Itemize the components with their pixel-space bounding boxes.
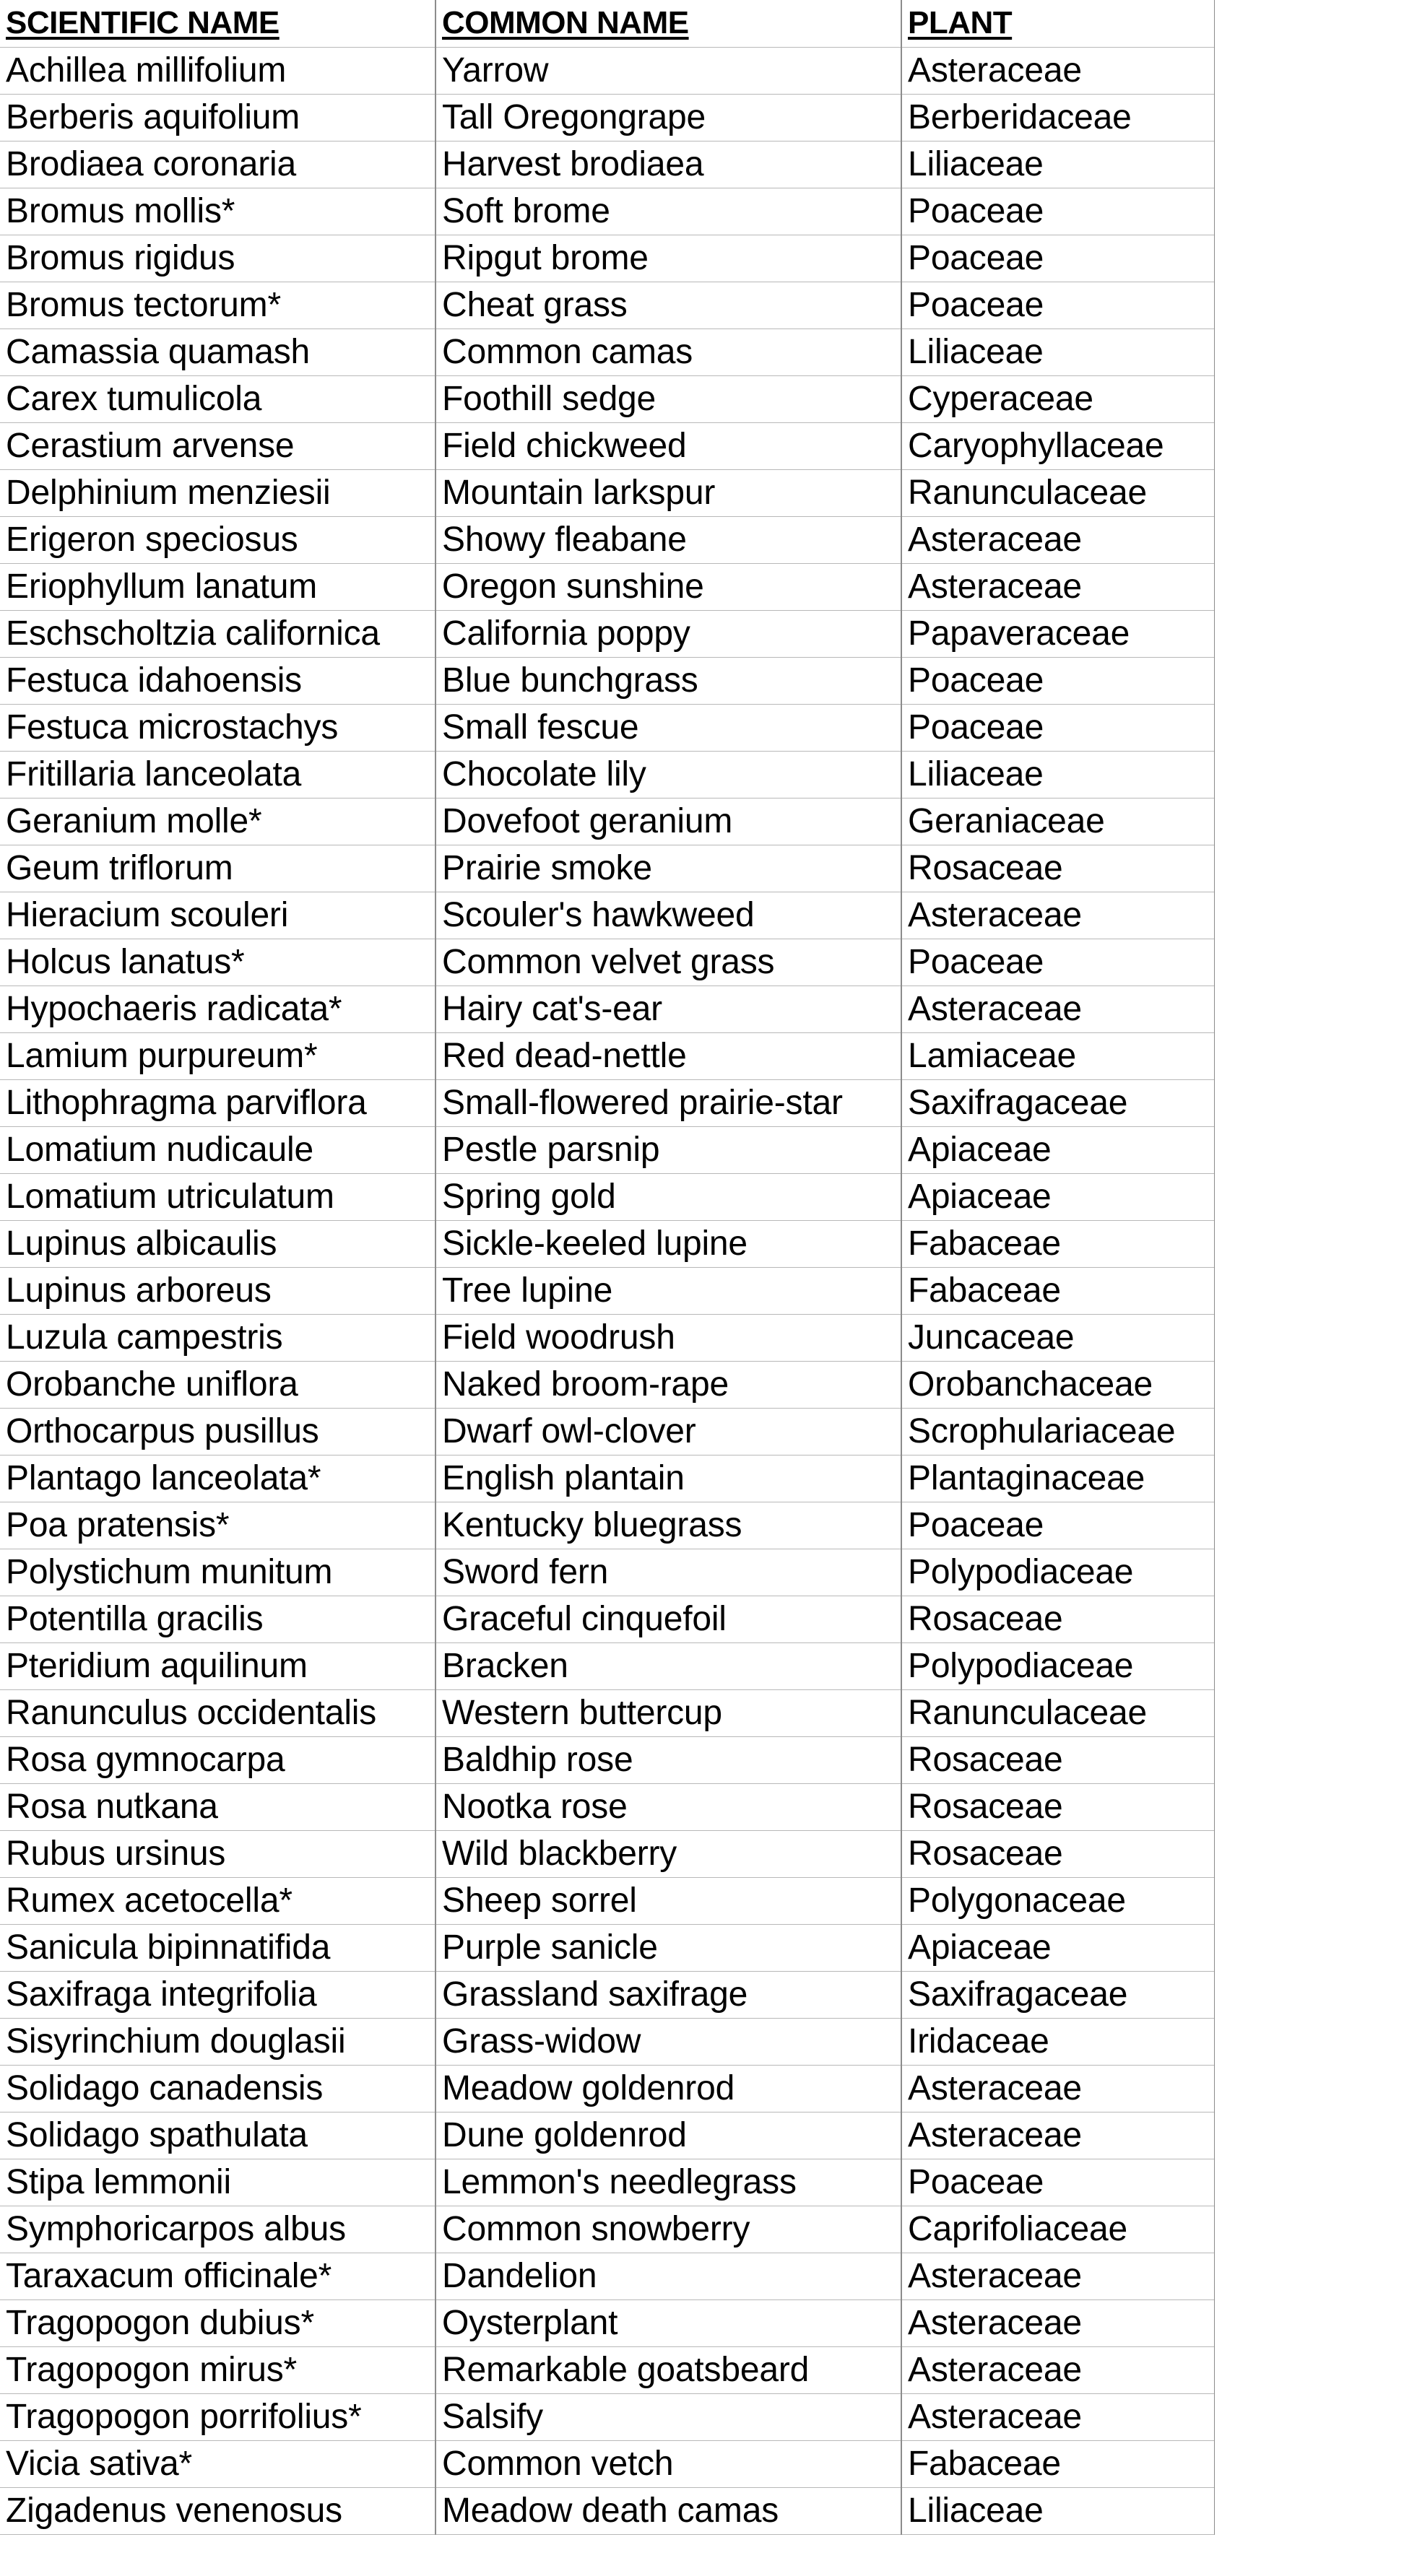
common-name-cell: Blue bunchgrass: [436, 657, 901, 704]
plant-family-cell: Rosaceae: [901, 845, 1215, 892]
scientific-name-cell: Lomatium utriculatum: [0, 1173, 436, 1220]
table-row: [0, 1736, 1215, 1783]
scientific-name-cell: Pteridium aquilinum: [0, 1642, 436, 1689]
scientific-name-cell: Geum triflorum: [0, 845, 436, 892]
common-name-cell: Small-flowered prairie-star: [436, 1079, 901, 1126]
scientific-name-cell: Ranunculus occidentalis: [0, 1689, 436, 1736]
common-name-cell: Sword fern: [436, 1549, 901, 1596]
table-row: [0, 845, 1215, 892]
scientific-name-cell: Rumex acetocella*: [0, 1877, 436, 1924]
common-name-cell: Oregon sunshine: [436, 563, 901, 610]
common-name-cell: Common camas: [436, 328, 901, 375]
table-row: [0, 2346, 1215, 2393]
table-row: [0, 2159, 1215, 2206]
scientific-name-cell: Zigadenus venenosus: [0, 2487, 436, 2534]
header-row: [0, 0, 1215, 47]
table-row: [0, 235, 1215, 282]
table-row: [0, 892, 1215, 939]
table-row: [0, 1032, 1215, 1079]
scientific-name-cell: Sanicula bipinnatifida: [0, 1924, 436, 1971]
plant-family-cell: Fabaceae: [901, 1267, 1215, 1314]
table-row: [0, 2065, 1215, 2112]
common-name-cell: Grass-widow: [436, 2018, 901, 2065]
plant-family-cell: Caryophyllaceae: [901, 422, 1215, 469]
scientific-name-cell: Solidago canadensis: [0, 2065, 436, 2112]
plant-family-cell: Asteraceae: [901, 985, 1215, 1032]
plant-family-cell: Orobanchaceae: [901, 1361, 1215, 1408]
table-row: [0, 1971, 1215, 2018]
common-name-cell: Meadow goldenrod: [436, 2065, 901, 2112]
scientific-name-cell: Cerastium arvense: [0, 422, 436, 469]
scientific-name-cell: Sisyrinchium douglasii: [0, 2018, 436, 2065]
common-name-cell: Purple sanicle: [436, 1924, 901, 1971]
plant-family-cell: Ranunculaceae: [901, 1689, 1215, 1736]
scientific-name-cell: Eriophyllum lanatum: [0, 563, 436, 610]
common-name-cell: Hairy cat's-ear: [436, 985, 901, 1032]
scientific-name-cell: Luzula campestris: [0, 1314, 436, 1361]
table-row: [0, 1408, 1215, 1455]
table-row: [0, 2299, 1215, 2346]
common-name-cell: Mountain larkspur: [436, 469, 901, 516]
table-row: [0, 1830, 1215, 1877]
common-name-cell: Western buttercup: [436, 1689, 901, 1736]
scientific-name-cell: Tragopogon dubius*: [0, 2299, 436, 2346]
common-name-cell: Common velvet grass: [436, 939, 901, 985]
plant-family-cell: Asteraceae: [901, 47, 1215, 94]
plant-family-cell: Iridaceae: [901, 2018, 1215, 2065]
common-name-cell: Remarkable goatsbeard: [436, 2346, 901, 2393]
scientific-name-cell: Camassia quamash: [0, 328, 436, 375]
common-name-cell: Prairie smoke: [436, 845, 901, 892]
header-scientific-name: SCIENTIFIC NAME: [0, 0, 436, 47]
common-name-cell: Common vetch: [436, 2440, 901, 2487]
scientific-name-cell: Plantago lanceolata*: [0, 1455, 436, 1502]
table-row: [0, 328, 1215, 375]
common-name-cell: Bracken: [436, 1642, 901, 1689]
scientific-name-cell: Bromus rigidus: [0, 235, 436, 282]
table-row: [0, 141, 1215, 188]
table-row: [0, 2393, 1215, 2440]
common-name-cell: Ripgut brome: [436, 235, 901, 282]
table-row: [0, 798, 1215, 845]
plant-family-cell: Asteraceae: [901, 2253, 1215, 2299]
scientific-name-cell: Geranium molle*: [0, 798, 436, 845]
table-row: [0, 375, 1215, 422]
plant-family-cell: Apiaceae: [901, 1924, 1215, 1971]
table-row: [0, 47, 1215, 94]
common-name-cell: Salsify: [436, 2393, 901, 2440]
scientific-name-cell: Rubus ursinus: [0, 1830, 436, 1877]
scientific-name-cell: Symphoricarpos albus: [0, 2206, 436, 2253]
common-name-cell: Chocolate lily: [436, 751, 901, 798]
common-name-cell: Dandelion: [436, 2253, 901, 2299]
common-name-cell: Tall Oregongrape: [436, 94, 901, 141]
common-name-cell: Nootka rose: [436, 1783, 901, 1830]
plant-family-cell: Poaceae: [901, 1502, 1215, 1549]
scientific-name-cell: Orobanche uniflora: [0, 1361, 436, 1408]
scientific-name-cell: Lupinus albicaulis: [0, 1220, 436, 1267]
plant-family-cell: Poaceae: [901, 939, 1215, 985]
common-name-cell: Naked broom-rape: [436, 1361, 901, 1408]
plant-family-cell: Liliaceae: [901, 328, 1215, 375]
scientific-name-cell: Eschscholtzia californica: [0, 610, 436, 657]
common-name-cell: Oysterplant: [436, 2299, 901, 2346]
plant-family-cell: Rosaceae: [901, 1830, 1215, 1877]
scientific-name-cell: Poa pratensis*: [0, 1502, 436, 1549]
common-name-cell: Pestle parsnip: [436, 1126, 901, 1173]
plant-family-cell: Rosaceae: [901, 1783, 1215, 1830]
plant-family-cell: Apiaceae: [901, 1126, 1215, 1173]
plant-family-cell: Liliaceae: [901, 751, 1215, 798]
common-name-cell: Red dead-nettle: [436, 1032, 901, 1079]
common-name-cell: Small fescue: [436, 704, 901, 751]
table-row: [0, 1502, 1215, 1549]
common-name-cell: Showy fleabane: [436, 516, 901, 563]
common-name-cell: Common snowberry: [436, 2206, 901, 2253]
scientific-name-cell: Carex tumulicola: [0, 375, 436, 422]
scientific-name-cell: Polystichum munitum: [0, 1549, 436, 1596]
table-row: [0, 1267, 1215, 1314]
table-row: [0, 1455, 1215, 1502]
common-name-cell: Meadow death camas: [436, 2487, 901, 2534]
table-row: [0, 282, 1215, 328]
common-name-cell: Dune goldenrod: [436, 2112, 901, 2159]
scientific-name-cell: Erigeron speciosus: [0, 516, 436, 563]
table-row: [0, 1361, 1215, 1408]
plant-family-cell: Ranunculaceae: [901, 469, 1215, 516]
scientific-name-cell: Tragopogon porrifolius*: [0, 2393, 436, 2440]
plant-family-cell: Asteraceae: [901, 516, 1215, 563]
plant-family-cell: Geraniaceae: [901, 798, 1215, 845]
table-row: [0, 1220, 1215, 1267]
plant-family-cell: Asteraceae: [901, 892, 1215, 939]
table-row: [0, 704, 1215, 751]
table-row: [0, 1173, 1215, 1220]
table-row: [0, 2440, 1215, 2487]
table-row: [0, 188, 1215, 235]
table-row: [0, 516, 1215, 563]
scientific-name-cell: Berberis aquifolium: [0, 94, 436, 141]
common-name-cell: Field chickweed: [436, 422, 901, 469]
table-row: [0, 94, 1215, 141]
scientific-name-cell: Rosa nutkana: [0, 1783, 436, 1830]
scientific-name-cell: Delphinium menziesii: [0, 469, 436, 516]
scientific-name-cell: Lamium purpureum*: [0, 1032, 436, 1079]
plant-family-cell: Rosaceae: [901, 1596, 1215, 1642]
plant-family-cell: Poaceae: [901, 235, 1215, 282]
common-name-cell: Dwarf owl-clover: [436, 1408, 901, 1455]
plant-family-cell: Fabaceae: [901, 2440, 1215, 2487]
table-row: [0, 1783, 1215, 1830]
plant-family-cell: Berberidaceae: [901, 94, 1215, 141]
plant-family-cell: Poaceae: [901, 704, 1215, 751]
plant-family-cell: Asteraceae: [901, 2346, 1215, 2393]
table-row: [0, 939, 1215, 985]
plant-family-cell: Apiaceae: [901, 1173, 1215, 1220]
table-row: [0, 2018, 1215, 2065]
common-name-cell: Foothill sedge: [436, 375, 901, 422]
scientific-name-cell: Achillea millifolium: [0, 47, 436, 94]
table-row: [0, 2206, 1215, 2253]
plant-family-cell: Rosaceae: [901, 1736, 1215, 1783]
plant-family-cell: Asteraceae: [901, 2112, 1215, 2159]
scientific-name-cell: Lupinus arboreus: [0, 1267, 436, 1314]
plant-family-cell: Liliaceae: [901, 2487, 1215, 2534]
common-name-cell: Tree lupine: [436, 1267, 901, 1314]
scientific-name-cell: Lomatium nudicaule: [0, 1126, 436, 1173]
common-name-cell: Cheat grass: [436, 282, 901, 328]
common-name-cell: Soft brome: [436, 188, 901, 235]
plant-family-cell: Scrophulariaceae: [901, 1408, 1215, 1455]
plant-family-cell: Poaceae: [901, 188, 1215, 235]
table-row: [0, 1314, 1215, 1361]
common-name-cell: Sheep sorrel: [436, 1877, 901, 1924]
scientific-name-cell: Taraxacum officinale*: [0, 2253, 436, 2299]
plant-family-cell: Saxifragaceae: [901, 1971, 1215, 2018]
table-row: [0, 1596, 1215, 1642]
common-name-cell: Harvest brodiaea: [436, 141, 901, 188]
common-name-cell: Scouler's hawkweed: [436, 892, 901, 939]
table-row: [0, 1079, 1215, 1126]
plant-family-cell: Saxifragaceae: [901, 1079, 1215, 1126]
plant-family-cell: Plantaginaceae: [901, 1455, 1215, 1502]
scientific-name-cell: Festuca microstachys: [0, 704, 436, 751]
scientific-name-cell: Vicia sativa*: [0, 2440, 436, 2487]
plant-family-cell: Lamiaceae: [901, 1032, 1215, 1079]
plant-family-cell: Poaceae: [901, 282, 1215, 328]
table-row: [0, 1126, 1215, 1173]
plant-family-cell: Polypodiaceae: [901, 1549, 1215, 1596]
common-name-cell: California poppy: [436, 610, 901, 657]
scientific-name-cell: Rosa gymnocarpa: [0, 1736, 436, 1783]
common-name-cell: Kentucky bluegrass: [436, 1502, 901, 1549]
plant-family-cell: Polygonaceae: [901, 1877, 1215, 1924]
scientific-name-cell: Potentilla gracilis: [0, 1596, 436, 1642]
scientific-name-cell: Fritillaria lanceolata: [0, 751, 436, 798]
scientific-name-cell: Orthocarpus pusillus: [0, 1408, 436, 1455]
common-name-cell: Yarrow: [436, 47, 901, 94]
table-row: [0, 2112, 1215, 2159]
plant-family-cell: Cyperaceae: [901, 375, 1215, 422]
common-name-cell: Lemmon's needlegrass: [436, 2159, 901, 2206]
scientific-name-cell: Tragopogon mirus*: [0, 2346, 436, 2393]
table-row: [0, 2487, 1215, 2534]
table-row: [0, 1549, 1215, 1596]
common-name-cell: Graceful cinquefoil: [436, 1596, 901, 1642]
table-row: [0, 563, 1215, 610]
common-name-cell: English plantain: [436, 1455, 901, 1502]
table-row: [0, 1877, 1215, 1924]
table-row: [0, 1689, 1215, 1736]
plant-table-body: [0, 47, 1215, 2534]
plant-family-cell: Papaveraceae: [901, 610, 1215, 657]
table-row: [0, 751, 1215, 798]
common-name-cell: Spring gold: [436, 1173, 901, 1220]
table-row: [0, 422, 1215, 469]
plant-family-cell: Caprifoliaceae: [901, 2206, 1215, 2253]
plant-family-cell: Poaceae: [901, 657, 1215, 704]
header-plant-family: PLANT: [901, 0, 1215, 47]
table-row: [0, 2253, 1215, 2299]
plant-family-cell: Juncaceae: [901, 1314, 1215, 1361]
plant-family-cell: Asteraceae: [901, 2065, 1215, 2112]
plant-family-cell: Asteraceae: [901, 563, 1215, 610]
table-row: [0, 469, 1215, 516]
scientific-name-cell: Hieracium scouleri: [0, 892, 436, 939]
scientific-name-cell: Hypochaeris radicata*: [0, 985, 436, 1032]
header-common-name: COMMON NAME: [436, 0, 901, 47]
scientific-name-cell: Saxifraga integrifolia: [0, 1971, 436, 2018]
plant-family-cell: Poaceae: [901, 2159, 1215, 2206]
scientific-name-cell: Bromus mollis*: [0, 188, 436, 235]
scientific-name-cell: Bromus tectorum*: [0, 282, 436, 328]
scientific-name-cell: Brodiaea coronaria: [0, 141, 436, 188]
scientific-name-cell: Lithophragma parviflora: [0, 1079, 436, 1126]
plant-family-cell: Fabaceae: [901, 1220, 1215, 1267]
table-row: [0, 1642, 1215, 1689]
table-row: [0, 985, 1215, 1032]
scientific-name-cell: Festuca idahoensis: [0, 657, 436, 704]
table-row: [0, 610, 1215, 657]
common-name-cell: Grassland saxifrage: [436, 1971, 901, 2018]
common-name-cell: Baldhip rose: [436, 1736, 901, 1783]
plant-family-cell: Liliaceae: [901, 141, 1215, 188]
common-name-cell: Field woodrush: [436, 1314, 901, 1361]
plant-family-cell: Polypodiaceae: [901, 1642, 1215, 1689]
scientific-name-cell: Solidago spathulata: [0, 2112, 436, 2159]
common-name-cell: Wild blackberry: [436, 1830, 901, 1877]
table-row: [0, 657, 1215, 704]
common-name-cell: Sickle-keeled lupine: [436, 1220, 901, 1267]
table-row: [0, 1924, 1215, 1971]
common-name-cell: Dovefoot geranium: [436, 798, 901, 845]
scientific-name-cell: Stipa lemmonii: [0, 2159, 436, 2206]
plant-family-cell: Asteraceae: [901, 2299, 1215, 2346]
plant-family-cell: Asteraceae: [901, 2393, 1215, 2440]
scientific-name-cell: Holcus lanatus*: [0, 939, 436, 985]
